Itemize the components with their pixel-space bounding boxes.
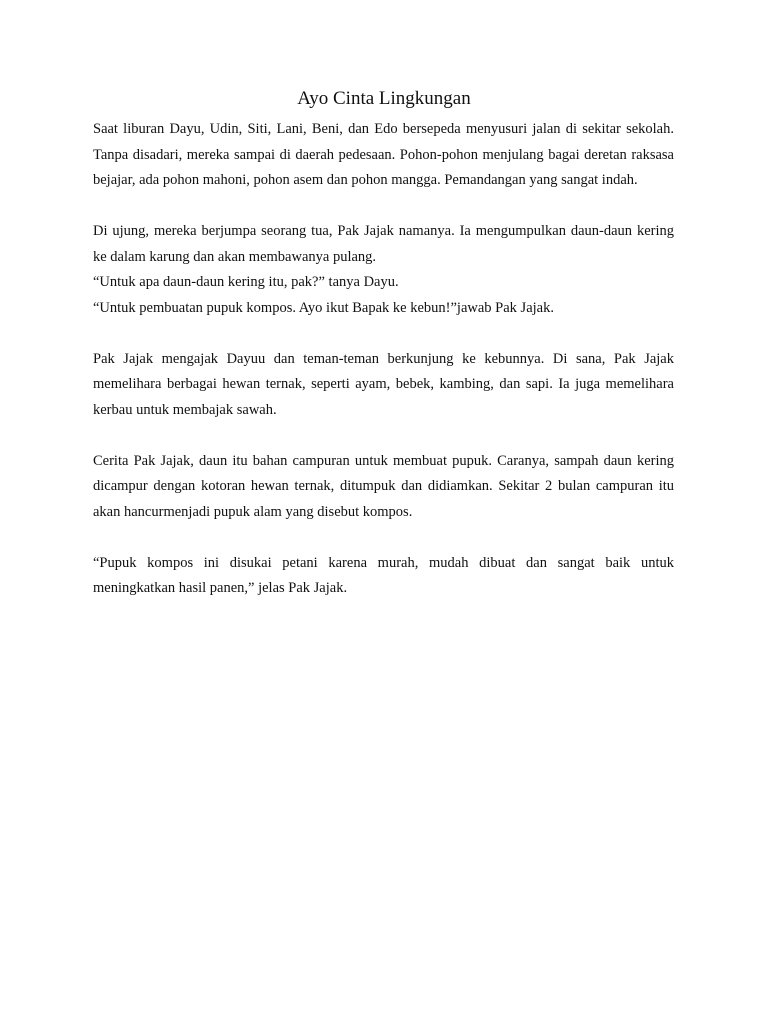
- paragraph-1: Saat liburan Dayu, Udin, Siti, Lani, Beni, dan Edo bersepeda menyusuri jalan di sekitar sekolah. Tanpa disadari, mereka sampai di daerah pedesaan. Pohon-pohon menjulang bagai deretan raksasa bejajar, ada pohon mahoni, pohon asem dan pohon mangga. Pemandangan yang sangat indah.: [93, 121, 674, 188]
- paragraph-4: Cerita Pak Jajak, daun itu bahan campuran untuk membuat pupuk. Caranya, sampah daun kering dicampur dengan kotoran hewan ternak, ditumpuk dan didiamkan. Sekitar 2 bulan campuran itu akan hancurmenjadi pupuk alam yang disebut kompos.: [93, 452, 674, 520]
- dialogue-line-1: “Untuk apa daun-daun kering itu, pak?” tanya Dayu.: [93, 274, 399, 290]
- paragraph-3: Pak Jajak mengajak Dayuu dan teman-teman berkunjung ke kebunnya. Di sana, Pak Jajak memelihara berbagai hewan ternak, seperti ayam, bebek, kambing, dan sapi. Ia juga memelihara kerbau untuk membajak sawah.: [93, 350, 674, 418]
- paragraph-group-2: [93, 219, 674, 321]
- document-body: [93, 117, 674, 627]
- document-title: Ayo Cinta Lingkungan: [297, 88, 471, 109]
- paragraph-2: Di ujung, mereka berjumpa seorang tua, Pak Jajak namanya. Ia mengumpulkan daun-daun kering ke dalam karung dan akan membawanya pulang.: [93, 223, 674, 265]
- dialogue-line-2: “Untuk pembuatan pupuk kompos. Ayo ikut Bapak ke kebun!”jawab Pak Jajak.: [93, 299, 554, 316]
- paragraph-5: “Pupuk kompos ini disukai petani karena murah, mudah dibuat dan sangat baik untuk meningkatkan hasil panen,” jelas Pak Jajak.: [93, 554, 674, 596]
